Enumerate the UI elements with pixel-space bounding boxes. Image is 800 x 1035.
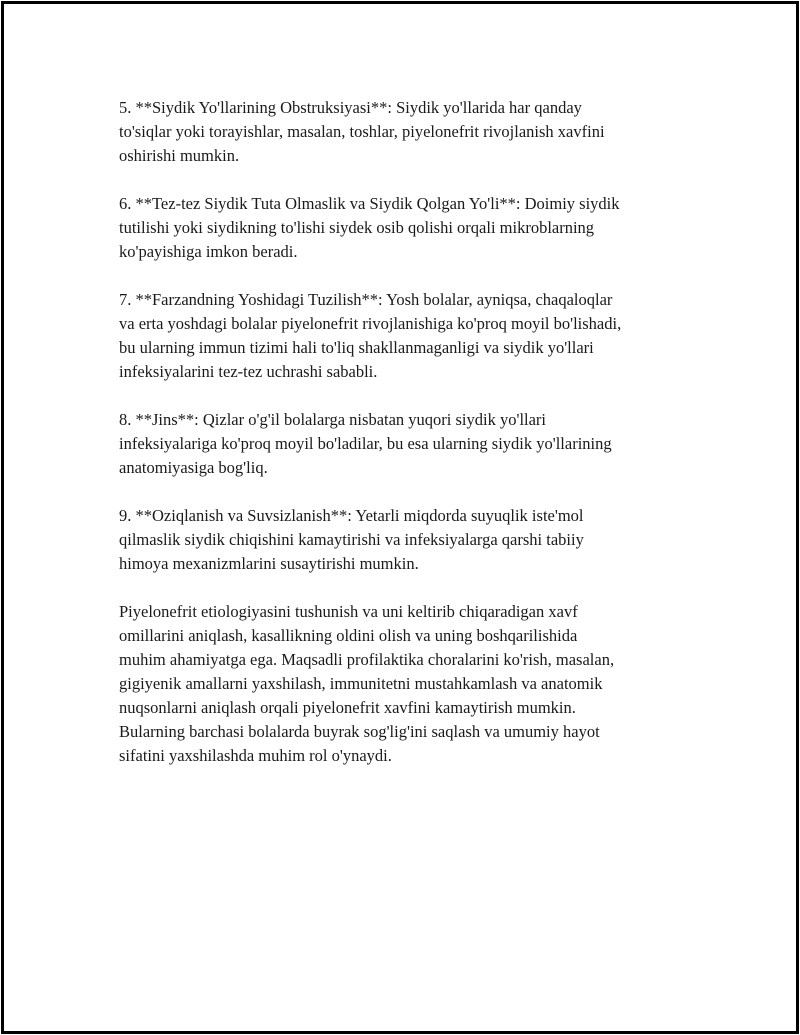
text-line: Piyelonefrit etiologiyasini tushunish va uni keltirib chiqaradigan xavf xyxy=(119,602,578,621)
text-line: gigiyenik amallarni yaxshilash, immunitetni mustahkamlash va anatomik xyxy=(119,674,603,693)
paragraph-risk-factor-6 xyxy=(119,192,689,264)
text-line: bu ularning immun tizimi hali to'liq shakllanmaganligi va siydik yo'llari xyxy=(119,338,594,357)
text-line: nuqsonlarni aniqlash orqali piyelonefrit xavfini kamaytirish mumkin. xyxy=(119,698,576,717)
text-line: 9. **Oziqlanish va Suvsizlanish**: Yetarli miqdorda suyuqlik iste'mol xyxy=(119,506,584,525)
paragraph-risk-factor-7 xyxy=(119,288,689,384)
text-line: sifatini yaxshilashda muhim rol o'ynaydi. xyxy=(119,746,392,765)
text-line: 7. **Farzandning Yoshidagi Tuzilish**: Yosh bolalar, ayniqsa, chaqaloqlar xyxy=(119,290,613,309)
text-line: muhim ahamiyatga ega. Maqsadli profilaktika choralarini ko'rish, masalan, xyxy=(119,650,615,669)
text-line: 6. **Tez-tez Siydik Tuta Olmaslik va Siydik Qolgan Yo'li**: Doimiy siydik xyxy=(119,194,620,213)
paragraph-conclusion xyxy=(119,600,689,768)
document-page xyxy=(1,1,799,1034)
text-line: tutilishi yoki siydikning to'lishi siydek osib qolishi orqali mikroblarning xyxy=(119,218,595,237)
text-line: oshirishi mumkin. xyxy=(119,146,240,165)
text-line: va erta yoshdagi bolalar piyelonefrit rivojlanishiga ko'proq moyil bo'lishadi, xyxy=(119,314,622,333)
paragraph-risk-factor-9 xyxy=(119,504,689,576)
text-line: infeksiyalariga ko'proq moyil bo'ladilar, bu esa ularning siydik yo'llarining xyxy=(119,434,612,453)
text-line: ko'payishiga imkon beradi. xyxy=(119,242,298,261)
text-line: omillarini aniqlash, kasallikning oldini olish va uning boshqarilishida xyxy=(119,626,578,645)
text-line: himoya mexanizmlarini susaytirishi mumkin. xyxy=(119,554,419,573)
text-line: 8. **Jins**: Qizlar o'g'il bolalarga nisbatan yuqori siydik yo'llari xyxy=(119,410,547,429)
text-line: anatomiyasiga bog'liq. xyxy=(119,458,268,477)
paragraph-risk-factor-8 xyxy=(119,408,689,480)
document-body xyxy=(119,96,689,792)
paragraph-risk-factor-5 xyxy=(119,96,689,168)
text-line: 5. **Siydik Yo'llarining Obstruksiyasi**: Siydik yo'llarida har qanday xyxy=(119,98,582,117)
text-line: infeksiyalarini tez-tez uchrashi sababli. xyxy=(119,362,378,381)
text-line: to'siqlar yoki torayishlar, masalan, toshlar, piyelonefrit rivojlanish xavfini xyxy=(119,122,605,141)
text-line: qilmaslik siydik chiqishini kamaytirishi va infeksiyalarga qarshi tabiiy xyxy=(119,530,584,549)
text-line: Bularning barchasi bolalarda buyrak sog'lig'ini saqlash va umumiy hayot xyxy=(119,722,600,741)
